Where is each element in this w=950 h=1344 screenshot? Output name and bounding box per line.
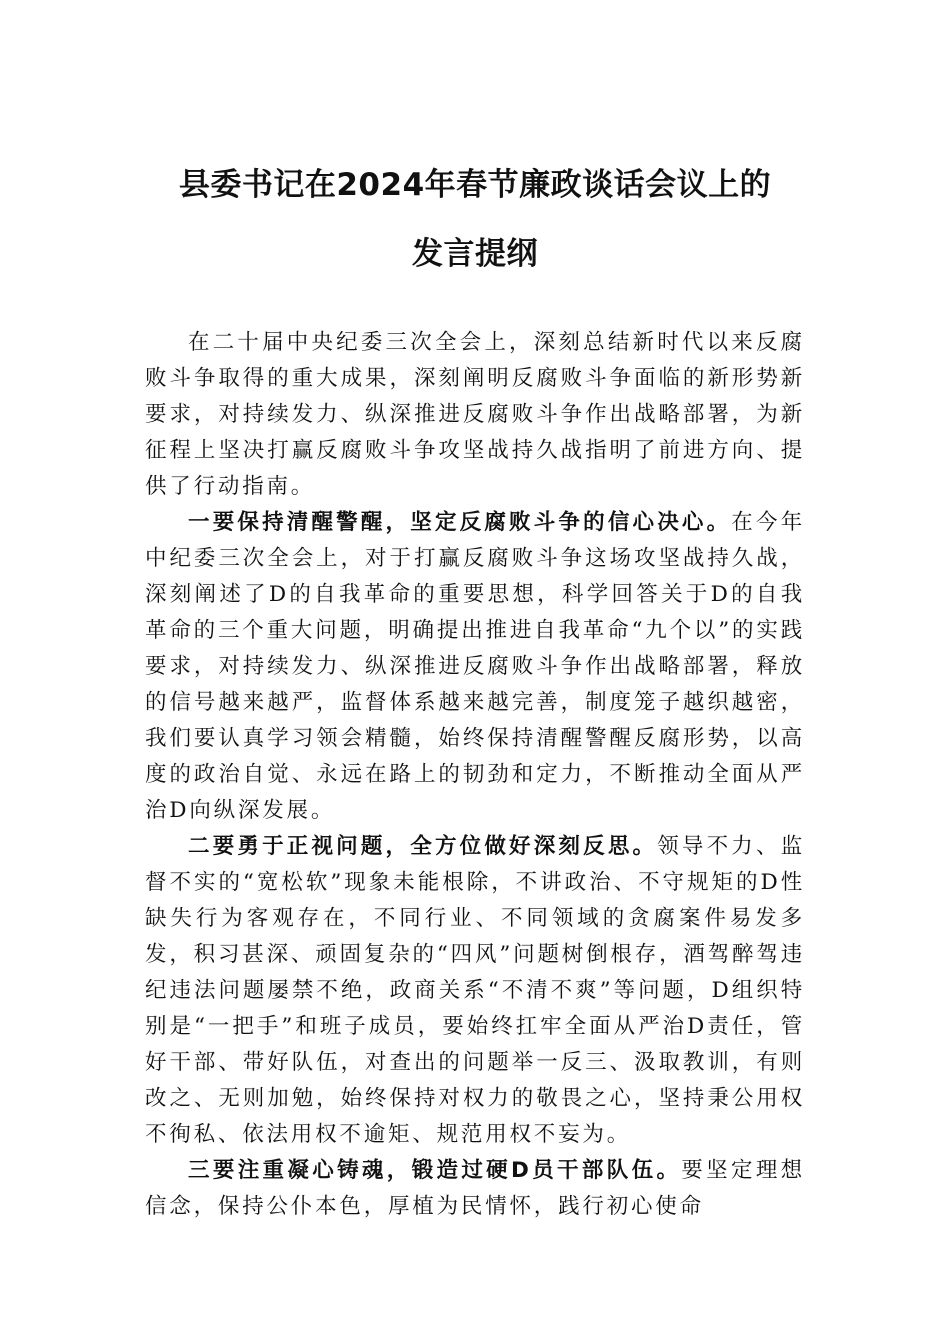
paragraph-lead: 一要保持清醒警醒，坚定反腐败斗争的信心决心。 [188, 510, 732, 535]
paragraph-lead: 二要勇于正视问题，全方位做好深刻反思。 [188, 834, 658, 859]
paragraph-intro [145, 325, 805, 505]
paragraph-point-2 [145, 829, 805, 1153]
document-title-line-1: 县委书记在2024年春节廉政谈话会议上的 [178, 167, 772, 203]
paragraph-text: 要坚定理想信念，保持公仆本色，厚植为民情怀，践行初心使命 [145, 1158, 805, 1219]
paragraph-text: 在二十届中央纪委三次全会上，深刻总结新时代以来反腐败斗争取得的重大成果，深刻阐明反腐败斗争面临的新形势新要求，对持续发力、纵深推进反腐败斗争作出战略部署，为新征程上坚决打赢反腐败斗争攻坚战持久战指明了前进方向、提供了行动指南。 [145, 330, 805, 499]
document-body [145, 325, 805, 1225]
paragraph-point-3 [145, 1153, 805, 1225]
paragraph-point-1 [145, 505, 805, 829]
paragraph-lead: 三要注重凝心铸魂，锻造过硬D员干部队伍。 [188, 1158, 682, 1183]
paragraph-text: 在今年中纪委三次全会上，对于打赢反腐败斗争这场攻坚战持久战，深刻阐述了D的自我革命的重要思想，科学回答关于D的自我革命的三个重大问题，明确提出推进自我革命“九个以”的实践要求，对持续发力、纵深推进反腐败斗争作出战略部署，释放的信号越来越严，监督体系越来越完善，制度笼子越织越密，我们要认真学习领会精髓，始终保持清醒警醒反腐形势，以高度的政治自觉、永远在路上的韧劲和定力，不断推动全面从严治D向纵深发展。 [145, 510, 805, 823]
document-title-line-2: 发言提纲 [412, 236, 538, 272]
paragraph-text: 领导不力、监督不实的“宽松软”现象未能根除，不讲政治、不守规矩的D性缺失行为客观存在，不同行业、不同领域的贪腐案件易发多发，积习甚深、顽固复杂的“四风”问题树倒根存，酒驾醉驾违纪违法问题屡禁不绝，政商关系“不清不爽”等问题，D组织特别是“一把手”和班子成员，要始终扛牢全面从严治D责任，管好干部、带好队伍，对查出的问题举一反三、汲取教训，有则改之、无则加勉，始终保持对权力的敬畏之心，坚持秉公用权不徇私、依法用权不逾矩、规范用权不妄为。 [145, 834, 805, 1147]
